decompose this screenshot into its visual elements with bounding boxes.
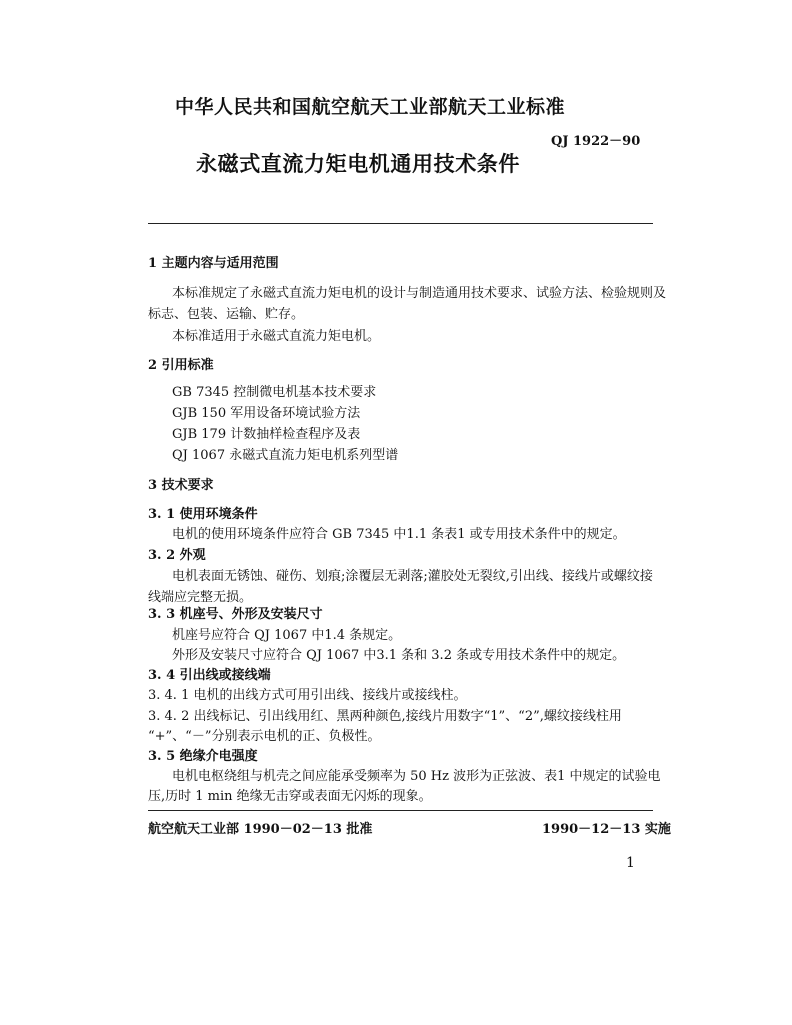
section-3-1-text: 电机的使用环境条件应符合 GB 7345 中1.1 条表1 或专用技术条件中的规定。 [172, 527, 626, 542]
section-3-5-text-line: 压,历时 1 min 绝缘无击穿或表面无闪烁的现象。 [148, 789, 432, 804]
section-3-1-heading: 3. 1 使用环境条件 [148, 507, 258, 522]
reference-item: GJB 150 军用设备环境试验方法 [172, 406, 361, 421]
standard-code: QJ 1922－90 [551, 134, 641, 149]
issuing-organization: 中华人民共和国航空航天工业部航天工业标准 [175, 96, 566, 118]
section-1-heading: 1 主题内容与适用范围 [148, 256, 279, 271]
section-3-4-2-text-line: “+”、“－”分别表示电机的正、负极性。 [148, 729, 381, 744]
section-3-5-text-line: 电机电枢绕组与机壳之间应能承受频率为 50 Hz 波形为正弦波、表1 中规定的试验电 [172, 769, 661, 784]
section-1-paragraph-line: 标志、包装、运输、贮存。 [148, 307, 305, 322]
section-1-scope: 本标准适用于永磁式直流力矩电机。 [172, 329, 381, 344]
section-3-heading: 3 技术要求 [148, 478, 214, 493]
section-3-2-text-line: 电机表面无锈蚀、碰伤、划痕;涂覆层无剥落;灌胶处无裂纹,引出线、接线片或螺纹接 [172, 569, 653, 584]
section-3-4-1-text: 3. 4. 1 电机的出线方式可用引出线、接线片或接线柱。 [148, 688, 467, 703]
section-3-4-heading: 3. 4 引出线或接线端 [148, 668, 271, 683]
document-title: 永磁式直流力矩电机通用技术条件 [196, 151, 520, 176]
approval-date: 航空航天工业部 1990－02－13 批准 [148, 822, 373, 837]
section-2-heading: 2 引用标准 [148, 358, 214, 373]
reference-item: GJB 179 计数抽样检查程序及表 [172, 427, 361, 442]
section-3-4-2-text-line: 3. 4. 2 出线标记、引出线用红、黑两种颜色,接线片用数字“1”、“2”,螺纹接线柱用 [148, 709, 622, 724]
page-number: 1 [626, 855, 635, 871]
footer-rule [148, 810, 653, 811]
section-3-3-heading: 3. 3 机座号、外形及安装尺寸 [148, 607, 323, 622]
effective-date: 1990－12－13 实施 [542, 822, 671, 837]
section-3-2-text-line: 线端应完整无损。 [148, 590, 253, 605]
section-3-5-heading: 3. 5 绝缘介电强度 [148, 749, 258, 764]
section-3-2-heading: 3. 2 外观 [148, 548, 206, 563]
header-rule [148, 223, 653, 224]
section-3-3-text-line: 外形及安装尺寸应符合 QJ 1067 中3.1 条和 3.2 条或专用技术条件中的规定。 [172, 648, 626, 663]
section-3-3-text-line: 机座号应符合 QJ 1067 中1.4 条规定。 [172, 628, 402, 643]
reference-item: GB 7345 控制微电机基本技术要求 [172, 385, 377, 400]
section-1-paragraph-line: 本标准规定了永磁式直流力矩电机的设计与制造通用技术要求、试验方法、检验规则及 [172, 286, 667, 301]
reference-item: QJ 1067 永磁式直流力矩电机系列型谱 [172, 448, 399, 463]
